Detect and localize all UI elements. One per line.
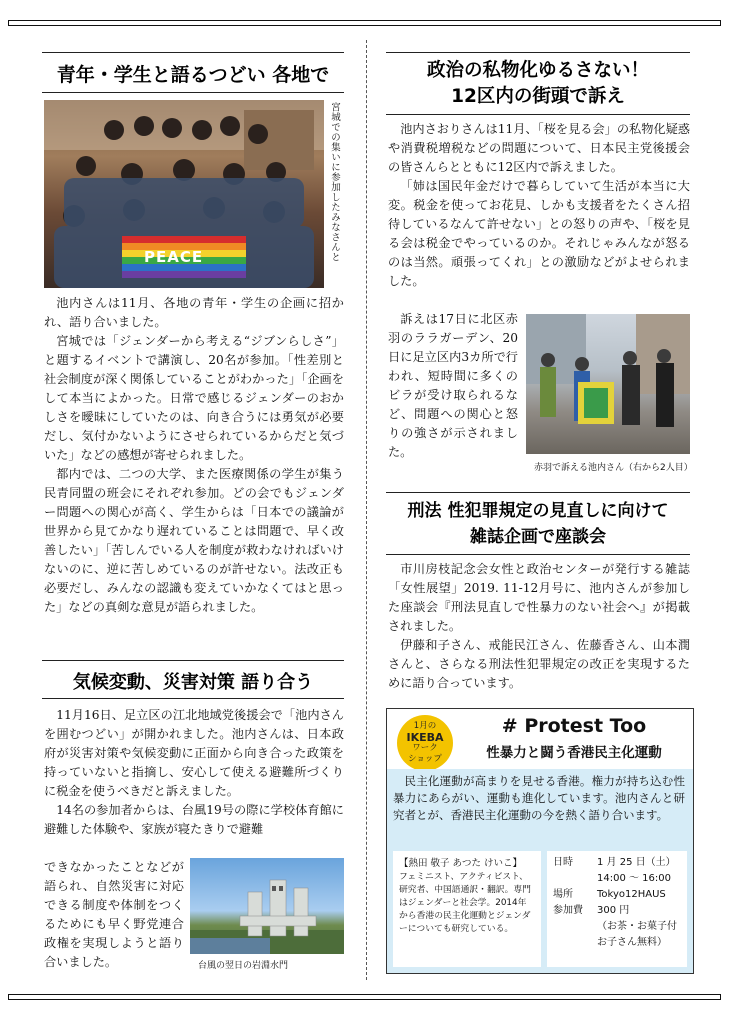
paragraph: 池内さおりさんは11月、「桜を見る会」の私物化疑惑や消費税増税などの問題について、日本民主党後援会の皆さんらとともに12区内で訴えました。	[388, 122, 690, 174]
peace-banner-text: PEACE	[144, 248, 204, 266]
paragraph: 「姉は国民年金だけで暮らしていて生活が本当に大変。税金を使ってお花見、しかも支援者をたくさん招待しているなんて許せない」との怒りの声や、「桜を見る会は税金でやっているのか。それじゃみんなが怒るのは当然。頑張ってくれ」との激励などがよせられました。	[388, 179, 690, 288]
badge-text: ワーク	[412, 743, 438, 753]
water-gate-photo	[190, 858, 344, 954]
paragraph: 訴えは17日に北区赤羽のララガーデン、20日に足立区内3カ所で行われ、短時間に多くのビラが受け取られるなど、問題への関心と怒りの強さが示されました。	[388, 312, 518, 459]
badge-text: IKEBA	[406, 731, 444, 744]
detail-label	[547, 871, 597, 887]
article-headline: 青年・学生と語るつどい 各地で	[56, 64, 330, 86]
detail-row	[547, 919, 687, 935]
photo-caption: 台風の翌日の岩淵水門	[198, 961, 289, 971]
top-frame-bar	[8, 20, 721, 26]
column-divider	[366, 40, 367, 980]
workshop-description: 民主化運動が高まりを見せる香港。権力が持ち込む性暴力にあらがい、運動も進化しています。池内さんと研究者とが、香港民主化運動の今を熱く語り合います。	[393, 774, 685, 822]
detail-row	[547, 871, 687, 887]
paragraph: できなかったことなどが語られ、自然災害に対応できる制度や体制をつくるためにも早く野党連合政権を実現しようと語り合いました。	[44, 860, 184, 969]
paragraph: 市川房枝記念会女性と政治センターが発行する雑誌「女性展望」2019. 11-12月号に、池内さんが参加した座談会『刑法見直しで性暴力のない社会へ』が掲載されました。	[388, 562, 690, 633]
detail-row	[547, 903, 687, 919]
speaker-card	[393, 851, 541, 967]
workshop-box	[386, 708, 694, 974]
headline-line: 刑法 性犯罪規定の見直しに向けて	[407, 501, 669, 521]
paragraph: 11月16日、足立区の江北地域党後援会で「池内さんを囲むつどい」が開かれました。池内さんは、日本政府が災害対策や気候変動に正面から向き合った政策を持っていないと指摘し、安心して使える避難所づくりに税金を使うべきだと訴えました。	[44, 708, 344, 798]
article-body	[44, 294, 344, 617]
detail-label: 参加費	[553, 905, 583, 916]
detail-value: お子さん無料）	[597, 937, 667, 948]
detail-label: 場所	[553, 889, 573, 900]
rule	[386, 492, 690, 493]
headline-line: 雑誌企画で座談会	[470, 527, 606, 547]
bottom-frame-bar	[8, 994, 721, 1000]
workshop-title: # Protest Too	[501, 715, 647, 737]
badge-text: ショップ	[408, 754, 442, 764]
rule	[386, 114, 690, 115]
group-photo	[44, 100, 324, 288]
speaker-bio: フェミニスト、アクティビスト、研究者、中国語通訳・翻訳。専門はジェンダーと社会学。2014年から香港の民主化運動とジェンダーについても研究している。	[399, 872, 531, 934]
headline-line: 12区内の街頭で訴え	[451, 86, 625, 107]
article-body	[388, 560, 690, 693]
rule	[42, 698, 344, 699]
badge-text: 1月の	[413, 721, 437, 731]
detail-row	[547, 887, 687, 903]
rule	[42, 52, 344, 53]
rule	[42, 92, 344, 93]
rule	[386, 554, 690, 555]
article-body	[388, 120, 690, 291]
rule	[42, 660, 344, 661]
article-body	[44, 706, 344, 839]
detail-label: 日時	[553, 857, 573, 868]
detail-label	[547, 935, 597, 951]
paragraph: 宮城では「ジェンダーから考える“ジブンらしさ”」と題するイベントで講演し、20名が参加。「性差別と社会制度が深く関係していることがわかった」「企画をして本当によかった。日常で感じるジェンダーのおかしさを曖昧にしていたのは、向き合うには勇気が必要だし、気付かないようにさせられているからだと気づいた」などの感想が寄せられました。	[44, 334, 344, 462]
workshop-subtitle: 性暴力と闘う香港民主化運動	[486, 745, 662, 761]
detail-value: 300 円	[597, 905, 630, 916]
paragraph: 池内さんは11月、各地の青年・学生の企画に招かれ、語り合いました。	[44, 296, 344, 329]
workshop-badge	[397, 715, 453, 771]
paragraph: 都内では、二つの大学、また医療関係の学生が集う民青同盟の班会にそれぞれ参加。どの会でもジェンダー問題への関心が高く、学生からは「日本での議論が世界から見てかなり遅れていることは問題で、早く改善したい」「苦しんでいる人を制度が救わなければいけないのに、逆に苦しめているのが許せない。法改正も必要だし、みんなの認識も変えていかなくてはと思った」などの真剣な意見が語られました。	[44, 467, 344, 614]
rule	[386, 52, 690, 53]
article-headline: 気候変動、災害対策 語り合う	[72, 672, 314, 693]
street-campaign-photo	[526, 314, 690, 454]
paragraph: 伊藤和子さん、戒能民江さん、佐藤香さん、山本潤さんと、さらなる刑法性犯罪規定の改正を実現するために語り合っています。	[388, 638, 690, 690]
event-details	[547, 851, 687, 967]
detail-row	[547, 855, 687, 871]
article-body-narrow	[44, 858, 184, 972]
article-headline	[386, 498, 690, 550]
article-body-narrow	[388, 310, 518, 462]
detail-row	[547, 935, 687, 951]
water-gate-figure	[190, 858, 344, 954]
article-headline	[386, 58, 690, 110]
paragraph: 14名の参加者からは、台風19号の際に学校体育館に避難した体験や、家族が寝たきりで避難	[44, 803, 344, 836]
photo-caption: 赤羽で訴える池内さん（右から2人目）	[534, 463, 693, 473]
street-campaign-figure	[526, 314, 690, 454]
detail-value: Tokyo12HAUS	[597, 889, 666, 900]
detail-label	[547, 919, 597, 935]
speaker-name: 【熱田 敬子 あつた けいこ】	[399, 858, 523, 869]
detail-value: （お茶・お菓子付	[597, 921, 677, 932]
detail-value: 1 月 25 日（土）	[597, 857, 676, 868]
headline-line: 政治の私物化ゆるさない！	[426, 60, 649, 81]
detail-value: 14:00 ～ 16:00	[597, 873, 671, 884]
photo-caption: 宮城での集いに参加したみなさんと	[329, 102, 340, 262]
workshop-panel	[387, 769, 693, 973]
